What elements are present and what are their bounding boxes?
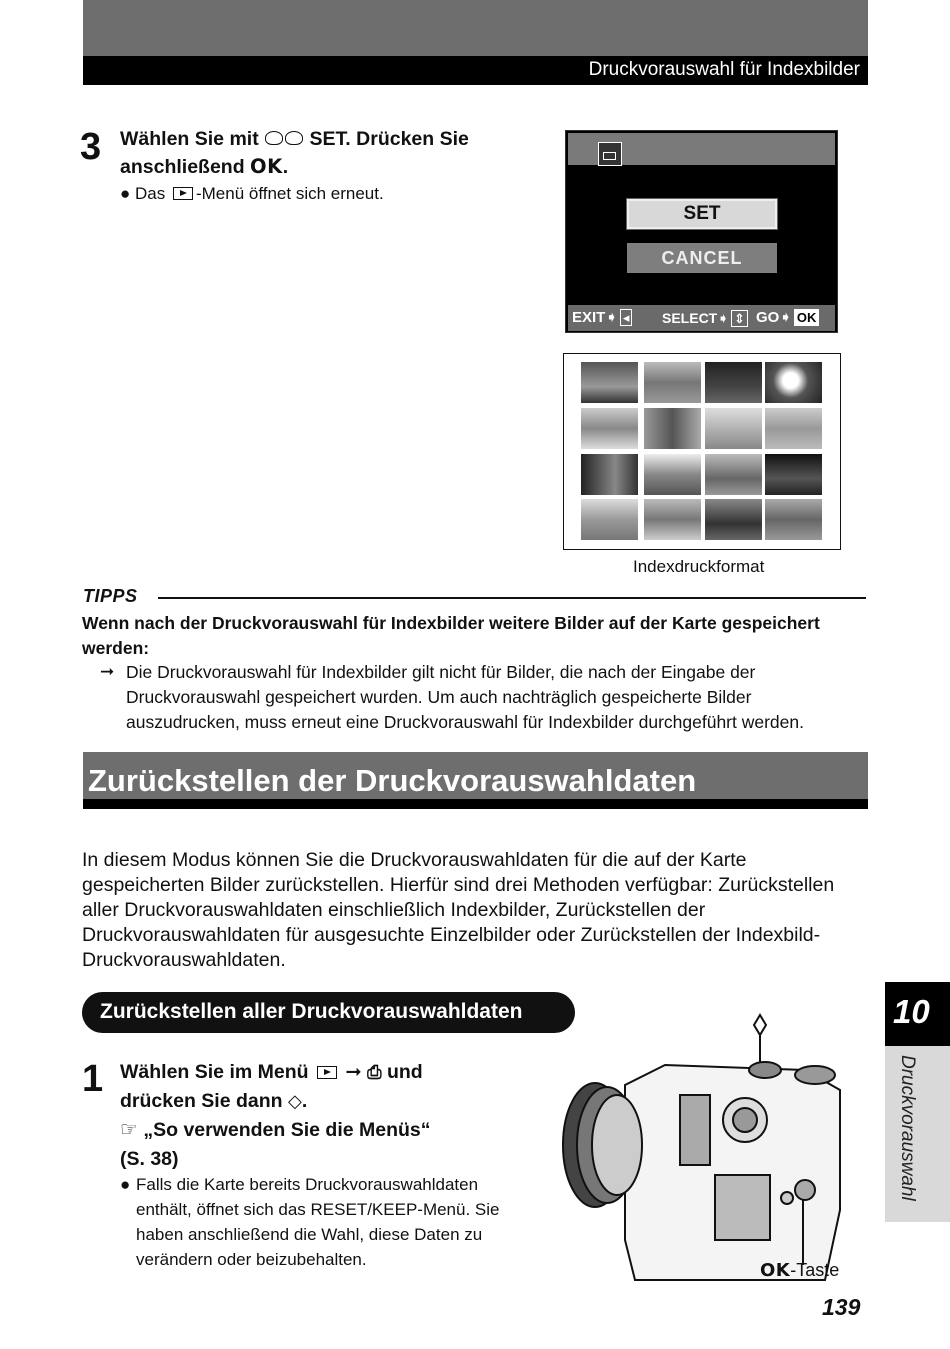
thumbnail: [644, 408, 701, 449]
arrow-right-key-icon: ◇: [287, 1091, 302, 1111]
thumbnail: [705, 362, 762, 403]
play-menu-icon: [173, 187, 193, 200]
step-3-title-part2: SET. Drücken Sie: [309, 128, 469, 150]
tipps-body: Die Druckvorauswahl für Indexbilder gilt nicht für Bilder, die nach der Eingabe der Druckvorauswahl gespeichert wurden. Um auch nachträglich gespeicherte Bilder auszudrucken, muss erneut eine Druckvorauswahl für Indexbilder durchgeführt werden.: [126, 662, 804, 732]
arrow-up-icon: [265, 131, 283, 145]
go-hint: GO➧ OK: [756, 308, 819, 328]
page-number: 139: [822, 1294, 861, 1320]
left-arrow-icon: ◂: [620, 309, 633, 326]
index-print-caption: Indexdruckformat: [633, 557, 765, 576]
step-1-bullet: [120, 1172, 520, 1272]
tipps-rule: [158, 597, 866, 599]
chapter-label: Druckvorauswahl: [897, 1055, 918, 1201]
select-hint: SELECT➧ ⇕: [662, 308, 748, 328]
arrow-right-icon: ➞: [100, 662, 115, 681]
thumbnail: [581, 499, 638, 540]
step-1-title: [120, 1058, 540, 1174]
thumbnail: [581, 408, 638, 449]
taste-label: -Taste: [790, 1260, 840, 1280]
menu-reference-page: (S. 38): [120, 1148, 179, 1170]
step-3-number: 3: [80, 126, 102, 168]
step-3-bullet: ● Das -Menü öffnet sich erneut.: [120, 184, 384, 203]
arrow-down-icon: [285, 131, 303, 145]
exit-hint: EXIT➧ ◂: [572, 308, 632, 328]
go-label: GO: [756, 309, 780, 326]
step-1-line2-end: .: [301, 1090, 308, 1112]
thumbnail: [765, 362, 822, 403]
ok-button-glyph: OK: [250, 155, 283, 178]
ok-label: OK: [760, 1260, 791, 1281]
ok-box: OK: [794, 309, 820, 326]
camera-illustration: [555, 1010, 855, 1290]
step-1-line1-b: und: [386, 1061, 423, 1083]
cancel-option[interactable]: CANCEL: [627, 243, 777, 273]
bullet-dot: ●: [120, 1175, 131, 1194]
subsection-title: Zurückstellen aller Druckvorauswahldaten: [100, 1000, 523, 1023]
reference-hand-icon: ☞: [120, 1119, 138, 1141]
index-print-sample: [563, 353, 841, 550]
thumbnail: [644, 499, 701, 540]
chapter-number: 10: [893, 993, 930, 1030]
screen-help-bar: [568, 305, 835, 331]
step-3-title-part1: Wählen Sie mit: [120, 128, 259, 150]
tipps-label: TIPPS: [83, 586, 138, 606]
section-title: Zurückstellen der Druckvorauswahldaten: [88, 763, 697, 798]
set-option[interactable]: SET: [627, 199, 777, 229]
thumbnail: [705, 408, 762, 449]
step-1-line2: drücken Sie dann: [120, 1090, 283, 1112]
step-1-line1-a: Wählen Sie im Menü: [120, 1061, 309, 1083]
thumbnail: [705, 499, 762, 540]
screen-title-bar: [568, 133, 835, 165]
thumbnail: [644, 454, 701, 495]
thumbnail: [581, 362, 638, 403]
step-3-title-end: .: [282, 156, 289, 178]
thumbnail: [581, 454, 638, 495]
thumbnail: [765, 499, 822, 540]
tipps-heading: Wenn nach der Druckvorauswahl für Indexbilder weitere Bilder auf der Karte gespeichert werden:: [82, 613, 820, 658]
camera-lcd-screen: [565, 130, 838, 333]
header-bar: [83, 0, 868, 56]
thumbnail: [765, 454, 822, 495]
thumbnail: [765, 408, 822, 449]
step-1-number: 1: [82, 1058, 104, 1100]
step-3-bullet-suffix: -Menü öffnet sich erneut.: [195, 184, 384, 203]
select-label: SELECT: [662, 310, 718, 326]
print-icon: ⎙: [367, 1062, 382, 1082]
menu-reference: „So verwenden Sie die Menüs“: [143, 1119, 431, 1141]
exit-label: EXIT: [572, 309, 606, 326]
thumbnail: [705, 454, 762, 495]
arrow-right-icon: ➞: [345, 1061, 362, 1083]
step-1-bullet-text: Falls die Karte bereits Druckvorauswahldaten enthält, öffnet sich das RESET/KEEP-Menü. Sie haben anschließend die Wahl, diese Daten zu verändern oder beizubehalten.: [136, 1175, 500, 1269]
step-3-bullet-prefix: Das: [135, 184, 166, 203]
play-menu-icon: [317, 1066, 337, 1079]
ok-button-label: [760, 1260, 839, 1281]
up-down-arrow-icon: ⇕: [731, 310, 748, 327]
step-3-title: [120, 126, 540, 181]
step-3-title-part3: anschließend: [120, 156, 245, 178]
header-title: Druckvorauswahl für Indexbilder: [588, 59, 860, 80]
index-print-icon: [598, 142, 622, 166]
thumbnail: [644, 362, 701, 403]
section-intro: In diesem Modus können Sie die Druckvorauswahldaten für die auf der Karte gespeicherten Bilder zurückstellen. Hierfür sind drei Methoden verfügbar: Zurückstellen aller Druckvorauswahldaten einschließlich Indexbilder, Zurückstellen der Druckvorauswahldaten für ausgesuchte Einzelbilder oder Zurückstellen der Indexbild-Druckvorauswahldaten.: [82, 849, 835, 971]
section-banner-underline: [83, 799, 868, 809]
